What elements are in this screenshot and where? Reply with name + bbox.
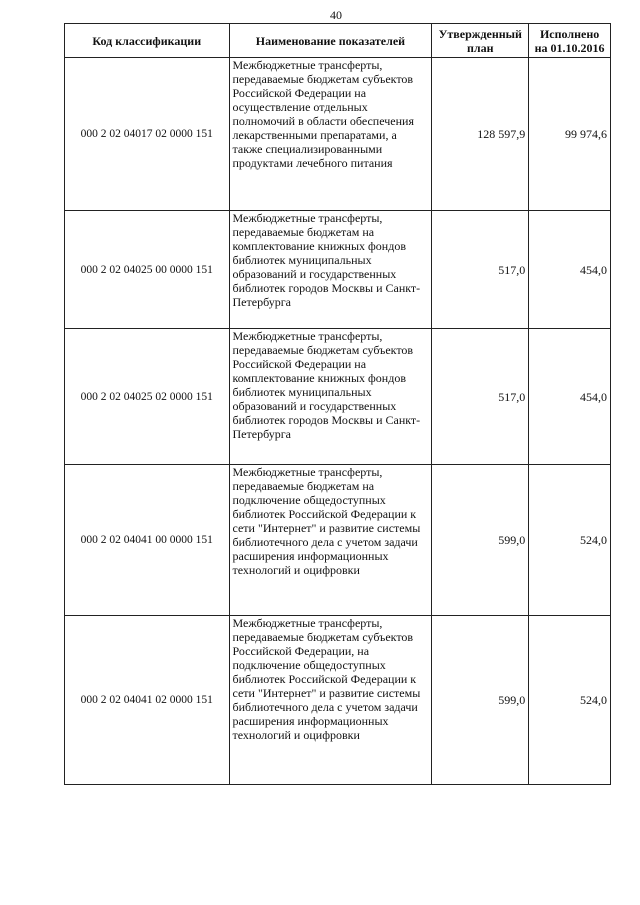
table-header-row bbox=[65, 24, 611, 58]
classification-code: 000 2 02 04025 02 0000 151 bbox=[65, 329, 230, 465]
classification-code: 000 2 02 04041 00 0000 151 bbox=[65, 465, 230, 616]
approved-plan-value: 517,0 bbox=[432, 211, 529, 329]
table-row bbox=[65, 329, 611, 465]
table-row bbox=[65, 616, 611, 785]
executed-value: 454,0 bbox=[529, 211, 611, 329]
indicator-name: Межбюджетные трансферты, передаваемые бюджетам на подключение общедоступных библиотек Российской Федерации к сети "Интернет" и развитие системы библиотечного дела с учетом задачи расширения информационных технологий и оцифровки bbox=[229, 465, 432, 616]
executed-value: 454,0 bbox=[529, 329, 611, 465]
header-name: Наименование показателей bbox=[229, 24, 432, 58]
table-row bbox=[65, 58, 611, 211]
page-number: 40 bbox=[330, 8, 342, 22]
header-plan: Утвержденный план bbox=[432, 24, 529, 58]
table-row bbox=[65, 465, 611, 616]
header-executed: Исполнено на 01.10.2016 bbox=[529, 24, 611, 58]
indicator-name: Межбюджетные трансферты, передаваемые бюджетам субъектов Российской Федерации на комплектование книжных фондов библиотек муниципальных образований и государственных библиотек городов Москвы и Санкт-Петербурга bbox=[229, 329, 432, 465]
approved-plan-value: 128 597,9 bbox=[432, 58, 529, 211]
executed-value: 524,0 bbox=[529, 465, 611, 616]
approved-plan-value: 599,0 bbox=[432, 465, 529, 616]
table-row bbox=[65, 211, 611, 329]
indicator-name: Межбюджетные трансферты, передаваемые бюджетам субъектов Российской Федерации на осуществление отдельных полномочий в области обеспечения лекарственными препаратами, а также специализированными продуктами лечебного питания bbox=[229, 58, 432, 211]
executed-value: 524,0 bbox=[529, 616, 611, 785]
indicator-name: Межбюджетные трансферты, передаваемые бюджетам субъектов Российской Федерации, на подключение общедоступных библиотек Российской Федерации к сети "Интернет" и развитие системы библиотечного дела с учетом задачи расширения информационных технологий и оцифровки bbox=[229, 616, 432, 785]
executed-value: 99 974,6 bbox=[529, 58, 611, 211]
classification-code: 000 2 02 04017 02 0000 151 bbox=[65, 58, 230, 211]
approved-plan-value: 599,0 bbox=[432, 616, 529, 785]
approved-plan-value: 517,0 bbox=[432, 329, 529, 465]
budget-table bbox=[64, 23, 611, 785]
header-code: Код классификации bbox=[65, 24, 230, 58]
classification-code: 000 2 02 04025 00 0000 151 bbox=[65, 211, 230, 329]
classification-code: 000 2 02 04041 02 0000 151 bbox=[65, 616, 230, 785]
indicator-name: Межбюджетные трансферты, передаваемые бюджетам на комплектование книжных фондов библиотек муниципальных образований и государственных библиотек городов Москвы и Санкт-Петербурга bbox=[229, 211, 432, 329]
